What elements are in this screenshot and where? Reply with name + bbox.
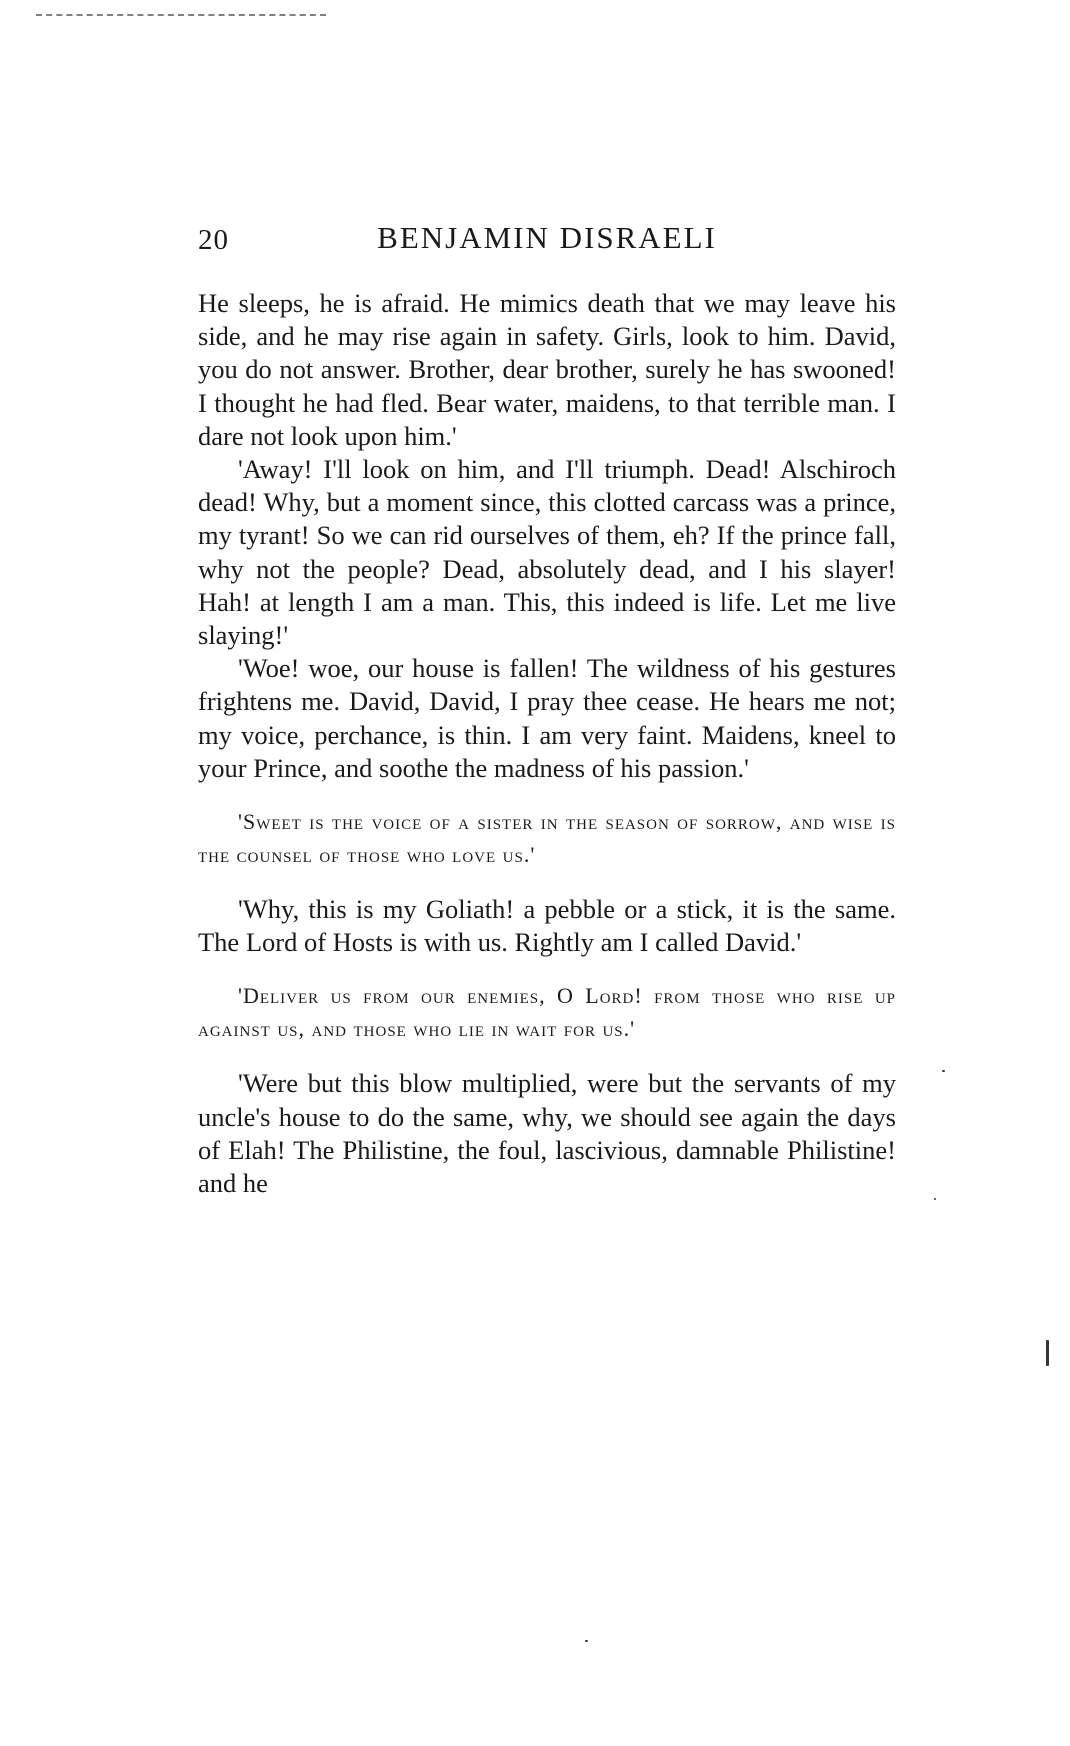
paragraph: 'Woe! woe, our house is fallen! The wildness of his gestures frightens me. David, David, I pray thee cease. He hears me not; my voice, perchance, is thin. I am very faint. Maidens, kneel to your Prince, and soothe the madness of his passion.': [198, 653, 896, 783]
paragraph: 'Why, this is my Goliath! a pebble or a stick, it is the same. The Lord of Hosts is with us. Rightly am I called David.': [198, 894, 896, 958]
scan-speck: [1046, 1340, 1049, 1366]
scan-edge-rule: [36, 14, 326, 16]
scan-speck: [585, 1640, 588, 1642]
paragraph: 'Were but this blow multiplied, were but the servants of my uncle's house to do the same, why, we should see again the days of Elah! The Philistine, the foul, lascivious, damnable Philistine! and he: [198, 1068, 896, 1199]
body-text: [198, 287, 896, 1200]
scan-speck: [942, 1070, 945, 1072]
running-head: [198, 220, 896, 264]
running-title: BENJAMIN DISRAELI: [377, 220, 717, 255]
chorus-paragraph: 'Deliver us from our enemies, O Lord! from those who rise up against us, and those who lie in wait for us.': [198, 983, 896, 1042]
chorus-paragraph: 'Sweet is the voice of a sister in the season of sorrow, and wise is the counsel of those who love us.': [198, 809, 896, 868]
scan-speck: [934, 1198, 936, 1200]
page-number: 20: [198, 224, 229, 256]
paragraph: He sleeps, he is afraid. He mimics death that we may leave his side, and he may rise again in safety. Girls, look to him. David, you do not answer. Brother, dear brother, surely he has swooned! I thought he had fled. Bear water, maidens, to that terrible man. I dare not look upon him.': [198, 288, 896, 451]
paragraph: 'Away! I'll look on him, and I'll triumph. Dead! Alschiroch dead! Why, but a moment since, this clotted carcass was a prince, my tyrant! So we can rid ourselves of them, eh? If the prince fall, why not the people? Dead, absolutely dead, and I his slayer! Hah! at length I am a man. This, this indeed is life. Let me live slaying!': [198, 454, 896, 651]
